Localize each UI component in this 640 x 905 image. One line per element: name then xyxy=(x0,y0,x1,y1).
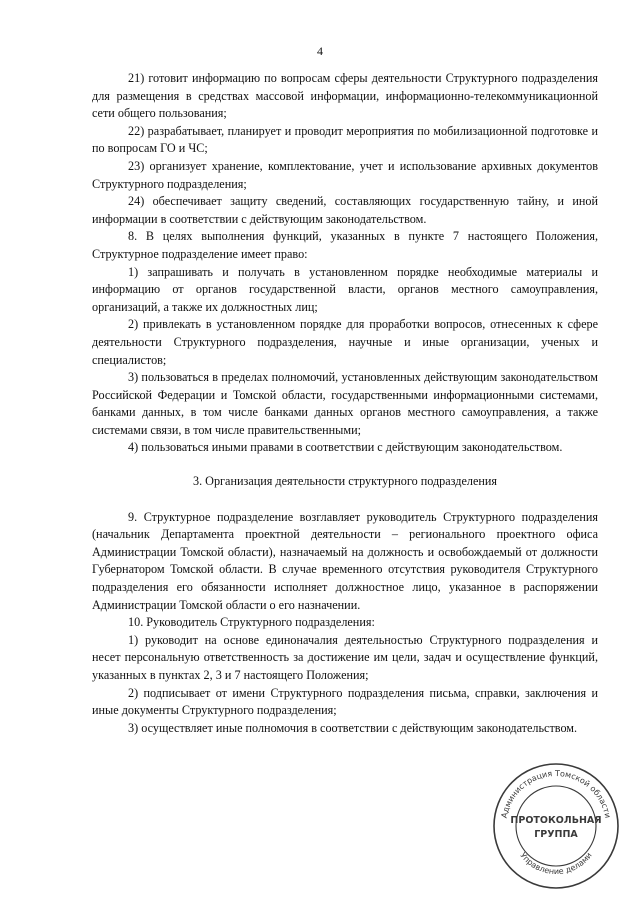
paragraph: 2) привлекать в установленном порядке для проработки вопросов, отнесенных к сфере деятельности Структурного подразделения, научные и иные организации, ученых и специалистов; xyxy=(92,317,598,367)
paragraph: 2) подписывает от имени Структурного подразделения письма, справки, заключения и иные документы Структурного подразделения; xyxy=(92,685,598,718)
paragraph: 1) руководит на основе единоначалия деятельностью Структурного подразделения и несет персональную ответственность за достижение им цели, задач и осуществление функций, указанных в пунктах 2, 3 и 7 настоящего Положения; xyxy=(92,632,598,682)
stamp-bottom-text xyxy=(518,851,593,876)
paragraph: 4) пользоваться иными правами в соответствии с действующим законодательством. xyxy=(128,440,563,455)
paragraph: 21) готовит информацию по вопросам сферы деятельности Структурного подразделения для размещения в средствах массовой информации, информационно-телекоммуникационной сети общего пользования; xyxy=(92,71,598,121)
paragraph: 9. Структурное подразделение возглавляет руководитель Структурного подразделения (начальник Департамента проектной деятельности – регионального проектного офиса Администрации Томской области), назначаемый на должность и освобождаемый от должности Губернатором Томской области. В случае временного отсутствия руководителя Структурного подразделения его обязанности исполняет должностное лицо, указанное в распоряжении Администрации Томской области о его назначении. xyxy=(92,509,598,612)
paragraph: 8. В целях выполнения функций, указанных в пункте 7 настоящего Положения, Структурное подразделение имеет право: xyxy=(92,229,598,261)
paragraph: 24) обеспечивает защиту сведений, составляющих государственную тайну, и иной информации в соответствии с действующим законодательством. xyxy=(92,194,598,226)
paragraph: 10. Руководитель Структурного подразделения: xyxy=(128,615,375,630)
section-heading: 3. Организация деятельности структурного подразделения xyxy=(192,474,498,489)
paragraphs-before xyxy=(92,70,598,457)
stamp-outer-textpath: Администрация Томской области xyxy=(499,768,613,819)
paragraph: 22) разрабатывает, планирует и проводит мероприятия по мобилизационной подготовке и по вопросам ГО и ЧС; xyxy=(92,123,598,156)
stamp-center-line1: ПРОТОКОЛЬНАЯ xyxy=(510,815,602,826)
document-body xyxy=(92,70,598,737)
page-number: 4 xyxy=(317,44,323,58)
stamp-outer-text xyxy=(500,769,613,819)
protocol-group-stamp xyxy=(490,760,622,892)
paragraph: 1) запрашивать и получать в установленном порядке необходимые материалы и информацию от органов государственной власти, органов местного самоуправления, организаций, а также их должностных лиц; xyxy=(92,264,598,314)
stamp-bottom-textpath: Управление делами xyxy=(518,850,594,877)
paragraph: 3) пользоваться в пределах полномочий, установленных действующим законодательством Российской Федерации и Томской области, государственными информационными системами, банками данных, в том числе банками данных органов местного самоуправления, а также системами связи, в том числе правительственными; xyxy=(92,370,598,437)
stamp-center-line2: ГРУППА xyxy=(534,829,578,840)
paragraph: 23) организует хранение, комплектование, учет и использование архивных документов Структурного подразделения; xyxy=(92,158,598,191)
stamp-inner-ring xyxy=(516,786,596,866)
paragraph: 3) осуществляет иные полномочия в соответствии с действующим законодательством. xyxy=(128,720,578,735)
paragraphs-after xyxy=(92,509,598,738)
